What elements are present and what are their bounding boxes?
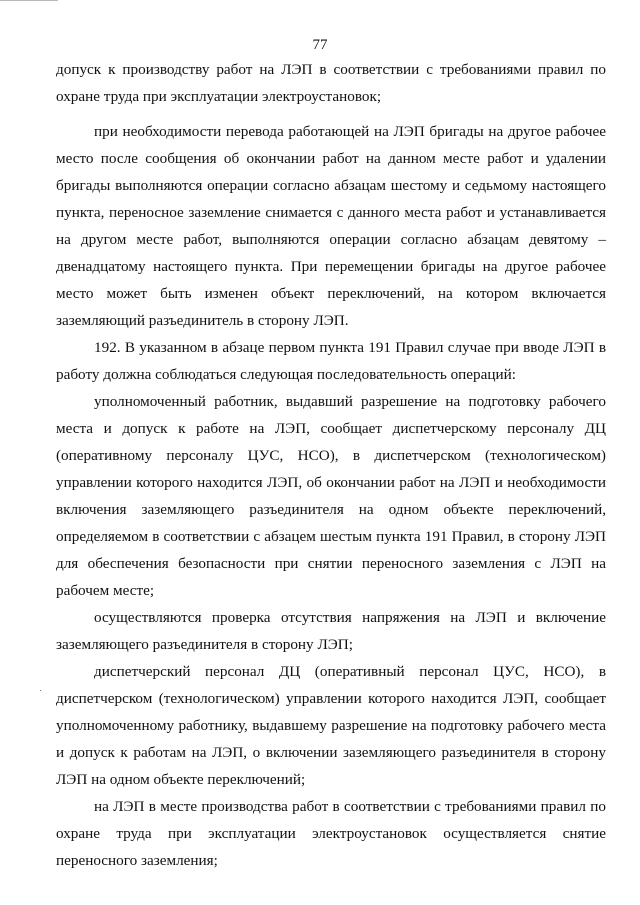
paragraph-authorized-worker: уполномоченный работник, выдавший разрешение на подготовку рабочего места и допуск к работе на ЛЭП, сообщает диспетчерскому персоналу ДЦ (оперативному персоналу ЦУС, НСО), в диспетчерском (технологическом) управлении которого находится ЛЭП, об окончании работ на ЛЭП и необходимости включения заземляющего разъединителя на одном объекте переключений, определяемом в соответствии с абзацем шестым пункта 191 Правил, в сторону ЛЭП для обеспечения безопасности при снятии переносного заземления с ЛЭП на рабочем месте;: [56, 393, 606, 599]
paragraph-dispatch-personnel: диспетчерский персонал ДЦ (оперативный персонал ЦУС, НСО), в диспетчерском (технологическом) управлении которого находится ЛЭП, сообщает уполномоченному работнику, выдавшему разрешение на подготовку рабочего места и допуск к работам на ЛЭП, о включении заземляющего разъединителя в сторону ЛЭП на одном объекте переключений;: [56, 663, 606, 788]
paragraph-continuation: допуск к производству работ на ЛЭП в соответствии с требованиями правил по охране труда при эксплуатации электроустановок;: [56, 61, 606, 105]
paragraph-voltage-check: осуществляются проверка отсутствия напряжения на ЛЭП и включение заземляющего разъединителя в сторону ЛЭП;: [56, 609, 606, 653]
paragraph-grounding-removal: на ЛЭП в месте производства работ в соответствии с требованиями правил по охране труда при эксплуатации электроустановок осуществляется снятие переносного заземления;: [56, 798, 606, 869]
scan-margin-dot: [40, 690, 41, 691]
document-body: [56, 56, 606, 874]
paragraph-clause-192: 192. В указанном в абзаце первом пункта 191 Правил случае при вводе ЛЭП в работу должна соблюдаться следующая последовательность операций:: [56, 339, 606, 383]
paragraph-brigade-transfer: при необходимости перевода работающей на ЛЭП бригады на другое рабочее место после сообщения об окончании работ на данном месте работ и удалении бригады выполняются операции согласно абзацам шестому и седьмому настоящего пункта, переносное заземление снимается с данного места работ и устанавливается на другом месте работ, выполняются операции согласно абзацам девятому – двенадцатому настоящего пункта. При перемещении бригады на другое рабочее место может быть изменен объект переключений, на котором включается заземляющий разъединитель в сторону ЛЭП.: [56, 123, 606, 329]
scan-corner-mark: [0, 0, 58, 4]
page-number: 77: [312, 37, 328, 53]
